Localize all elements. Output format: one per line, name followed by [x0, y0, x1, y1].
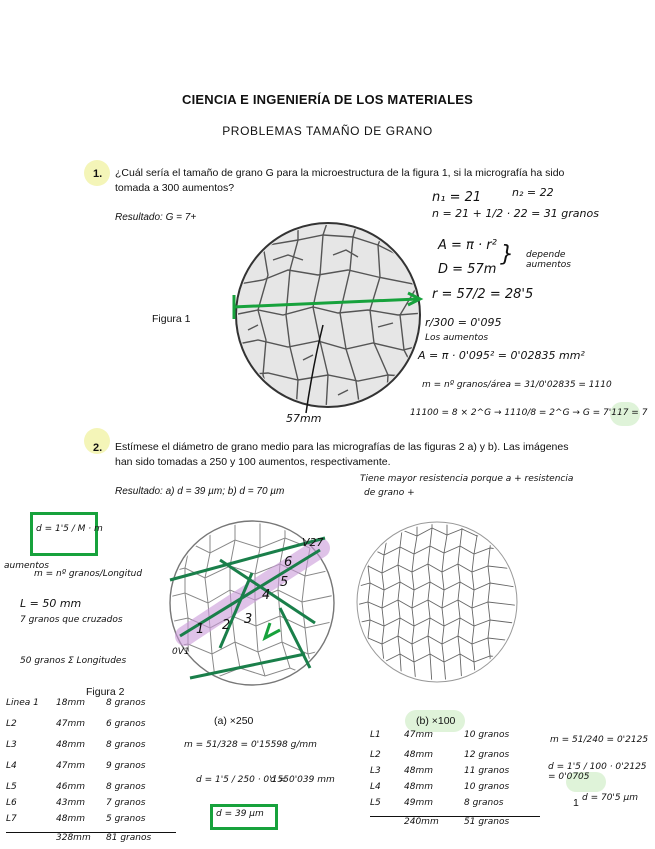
table-row	[6, 698, 176, 719]
table-row	[370, 750, 540, 766]
row-len: 48mm	[404, 782, 433, 792]
total-granos: 51 granos	[464, 817, 510, 827]
note-area-formula: A = π · r²	[438, 238, 497, 253]
row-line: L1	[370, 730, 381, 740]
note-los-aumentos: Los aumentos	[425, 333, 489, 343]
table-row	[6, 740, 176, 761]
row-len: 47mm	[56, 719, 85, 729]
row-line: L3	[6, 740, 17, 750]
note-tiene: Tiene mayor resistencia porque a + resistencia	[360, 474, 574, 484]
row-len: 46mm	[56, 782, 85, 792]
row-line: L2	[6, 719, 17, 729]
table-row	[6, 814, 176, 833]
problem-2-text	[115, 440, 585, 470]
figure-1-micrograph	[228, 215, 428, 415]
row-line: L5	[6, 782, 17, 792]
row-len: 48mm	[56, 814, 85, 824]
note-depends: depende aumentos	[526, 250, 571, 270]
table-row	[370, 766, 540, 782]
note-L: L = 50 mm	[20, 597, 82, 610]
row-line: Linea 1	[6, 698, 39, 708]
row-granos: 8 granos	[106, 698, 146, 708]
row-len: 47mm	[404, 730, 433, 740]
row-granos: 5 granos	[106, 814, 146, 824]
problem-2-number: 2.	[93, 442, 103, 454]
section-number: 6	[284, 555, 293, 570]
problem-1-number: 1.	[93, 168, 103, 180]
figure-1-label: Figura 1	[152, 313, 191, 325]
calc-a-d: d = 1'5 / 250 · 0'155	[196, 775, 289, 785]
marker-top: V27	[302, 536, 324, 549]
row-len: 49mm	[404, 798, 433, 808]
table-total-row	[370, 817, 540, 833]
row-granos: 11 granos	[464, 766, 510, 776]
row-line: L4	[6, 761, 17, 771]
table-row	[6, 782, 176, 798]
calc-a-d-result: d = 0'039 mm	[270, 775, 335, 785]
row-granos: 8 granos	[464, 798, 504, 808]
row-granos: 9 granos	[106, 761, 146, 771]
row-granos: 7 granos	[106, 798, 146, 808]
problem-2-line-1: Estímese el diámetro de grano medio para las micrografías de las figuras 2 a) y b). Las imágenes	[115, 441, 569, 453]
total-len: 240mm	[404, 817, 439, 827]
row-granos: 12 granos	[464, 750, 510, 760]
brace: }	[500, 242, 514, 267]
note-total: 50 granos Σ Longitudes	[20, 656, 127, 666]
problem-1-line-2: tomada a 300 aumentos?	[115, 182, 235, 194]
row-granos: 8 granos	[106, 782, 146, 792]
table-total-row	[6, 833, 176, 849]
figure-2a-label: (a) ×250	[214, 715, 254, 727]
figure-2b-micrograph	[352, 520, 522, 685]
row-granos: 6 granos	[106, 719, 146, 729]
page-title: CIENCIA E INGENIERÍA DE LOS MATERIALES	[182, 92, 473, 107]
row-len: 48mm	[404, 750, 433, 760]
table-row	[370, 730, 540, 750]
problem-1-result: Resultado: G = 7+	[115, 212, 197, 223]
marker-bottom: 0V1	[172, 647, 190, 657]
calc-a-answer: d = 39 µm	[216, 809, 264, 819]
total-len: 328mm	[56, 833, 91, 843]
figure-2b-label: (b) ×100	[416, 715, 456, 727]
note-area-value: A = π · 0'095² = 0'02835 mm²	[418, 349, 585, 362]
formula-box	[30, 512, 98, 556]
calc-b-d: d = 1'5 / 100 · 0'2125 = 0'0705	[548, 762, 647, 782]
note-r-ratio: r/300 = 0'095	[425, 316, 502, 329]
row-len: 43mm	[56, 798, 85, 808]
note-formula-d: d = 1'5 / M · m	[36, 524, 103, 534]
total-granos: 81 granos	[106, 833, 152, 843]
section-number: 3	[244, 612, 253, 627]
figure-2-label: Figura 2	[86, 686, 125, 698]
note-n2: n₂ = 22	[512, 186, 554, 199]
row-granos: 10 granos	[464, 782, 510, 792]
note-radius: r = 57/2 = 28'5	[432, 287, 534, 302]
table-a	[6, 698, 176, 849]
section-number: 2	[222, 618, 231, 633]
row-line: L3	[370, 766, 381, 776]
row-line: L7	[6, 814, 17, 824]
table-row	[6, 761, 176, 782]
section-number: 1	[196, 622, 205, 637]
note-final: 11100 = 8 × 2^G → 1110/8 = 2^G → G = 7'117 = 7	[410, 408, 648, 418]
row-granos: 10 granos	[464, 730, 510, 740]
table-row	[370, 798, 540, 817]
row-len: 48mm	[56, 740, 85, 750]
calc-b-m: m = 51/240 = 0'2125	[550, 735, 649, 745]
note-n1: n₁ = 21	[432, 190, 482, 205]
table-row	[6, 798, 176, 814]
page-number: 1	[573, 797, 579, 809]
note-m-equation: m = nº granos/área = 31/0'02835 = 1110	[422, 380, 612, 390]
annotation-57mm: 57mm	[286, 412, 322, 425]
calc-b-answer: d = 70'5 µm	[582, 793, 638, 803]
section-number: 5	[280, 575, 289, 590]
note-cruzados: 7 granos que cruzados	[20, 615, 123, 625]
note-aumentos: aumentos	[4, 561, 49, 571]
section-number: 4	[262, 588, 271, 603]
page-subtitle: PROBLEMAS TAMAÑO DE GRANO	[222, 124, 433, 138]
problem-2-line-2: han sido tomadas a 250 y 100 aumentos, respectivamente.	[115, 456, 391, 468]
row-len: 48mm	[404, 766, 433, 776]
row-line: L5	[370, 798, 381, 808]
note-m-def: m = nº granos/Longitud	[34, 569, 143, 579]
note-diameter: D = 57m	[438, 262, 497, 277]
row-len: 47mm	[56, 761, 85, 771]
row-line: L4	[370, 782, 381, 792]
table-b	[370, 730, 540, 833]
row-granos: 8 granos	[106, 740, 146, 750]
row-len: 18mm	[56, 698, 85, 708]
table-row	[370, 782, 540, 798]
note-n-equation: n = 21 + 1/2 · 22 = 31 granos	[432, 207, 599, 220]
row-line: L6	[6, 798, 17, 808]
calc-a-m: m = 51/328 = 0'15598 g/mm	[184, 740, 317, 750]
problem-1-line-1: ¿Cuál sería el tamaño de grano G para la microestructura de la figura 1, si la micrografía ha sido	[115, 167, 565, 179]
problem-2-result: Resultado: a) d = 39 µm; b) d = 70 µm	[115, 486, 285, 497]
row-line: L2	[370, 750, 381, 760]
note-tiene-2: de grano +	[364, 488, 415, 498]
table-row	[6, 719, 176, 740]
